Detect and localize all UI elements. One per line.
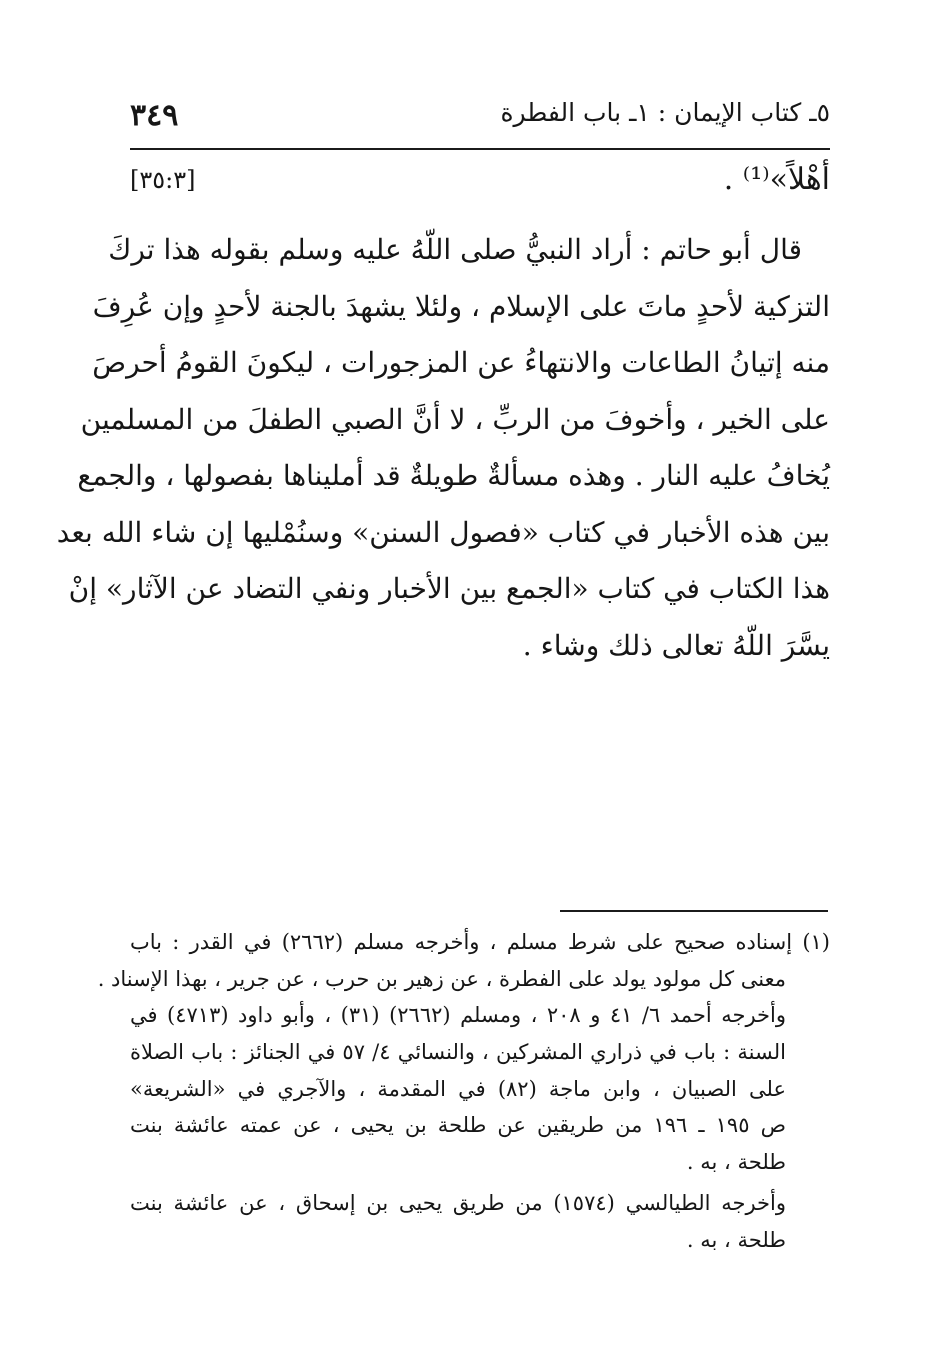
- main-line: يُخافُ عليه النار . وهذه مسألةٌ طويلةٌ قد أمليناها بفصولها ، والجمع: [77, 459, 830, 492]
- main-line: التزكية لأحدٍ ماتَ على الإسلام ، ولئلا يشهدَ بالجنة لأحدٍ وإن عُرِفَ: [92, 289, 830, 323]
- main-line: قال أبو حاتم : أراد النبيُّ صلى اللّهُ عليه وسلم بقوله هذا تركَ: [108, 233, 802, 266]
- main-line: منه إتيانُ الطاعات والانتهاءُ عن المزجورات ، ليكونَ القومُ أحرصَ: [92, 346, 830, 379]
- footnote-rule: [560, 910, 828, 912]
- footnote-line: طلحة ، به .: [686, 1227, 786, 1252]
- footnote-line: ص ١٩٥ ـ ١٩٦ من طريقين عن طلحة بن يحيى ، عن عمته عائشة بنت: [130, 1113, 786, 1138]
- footnote-line: طلحة ، به .: [686, 1150, 786, 1175]
- continuation-line: [130, 162, 830, 212]
- header-rule: [130, 148, 830, 150]
- page-header: [130, 92, 830, 140]
- footnote-line: معنى كل مولود يولد على الفطرة ، عن زهير بن حرب ، عن جرير ، بهذا الإسناد .: [97, 966, 786, 991]
- running-head: ٥ـ كتاب الإيمان : ١ـ باب الفطرة: [500, 98, 830, 127]
- main-text: [56, 222, 830, 674]
- main-line: على الخير ، وأخوفَ من الربِّ ، لا أنَّ الصبي الطفلَ من المسلمين: [80, 402, 830, 436]
- footnote-line: على الصبيان ، وابن ماجة (٨٢) في المقدمة ، والآجري في «الشريعة»: [130, 1076, 786, 1101]
- main-line: يسَّرَ اللّهُ تعالى ذلك وشاء .: [522, 628, 830, 662]
- page-number: ٣٤٩: [130, 98, 179, 133]
- footnote-line: وأخرجه الطيالسي (١٥٧٤) من طريق يحيى بن إسحاق ، عن عائشة بنت: [130, 1190, 786, 1215]
- footnote-line: (١) إسناده صحيح على شرط مسلم ، وأخرجه مسلم (٢٦٦٢) في القدر : باب: [130, 930, 830, 954]
- main-line: هذا الكتاب في كتاب «الجمع بين الأخبار ونفي التضاد عن الآثار» إنْ: [68, 572, 830, 605]
- footnotes: [97, 924, 830, 1258]
- hadith-reference: [٣٥:٣]: [130, 166, 196, 194]
- continuation-text: أهْلاً»⁽¹⁾ .: [723, 162, 830, 197]
- footnote-line: وأخرجه أحمد ٦/ ٤١ و ٢٠٨ ، ومسلم (٢٦٦٢) (٣١) ، وأبو داود (٤٧١٣) في: [130, 1003, 786, 1028]
- main-line: بين هذه الأخبار في كتاب «فصول السنن» وسنُمْليها إن شاء الله بعد: [56, 515, 830, 549]
- footnote-line: السنة : باب في ذراري المشركين ، والنسائي ٤/ ٥٧ في الجنائز : باب الصلاة: [130, 1040, 786, 1065]
